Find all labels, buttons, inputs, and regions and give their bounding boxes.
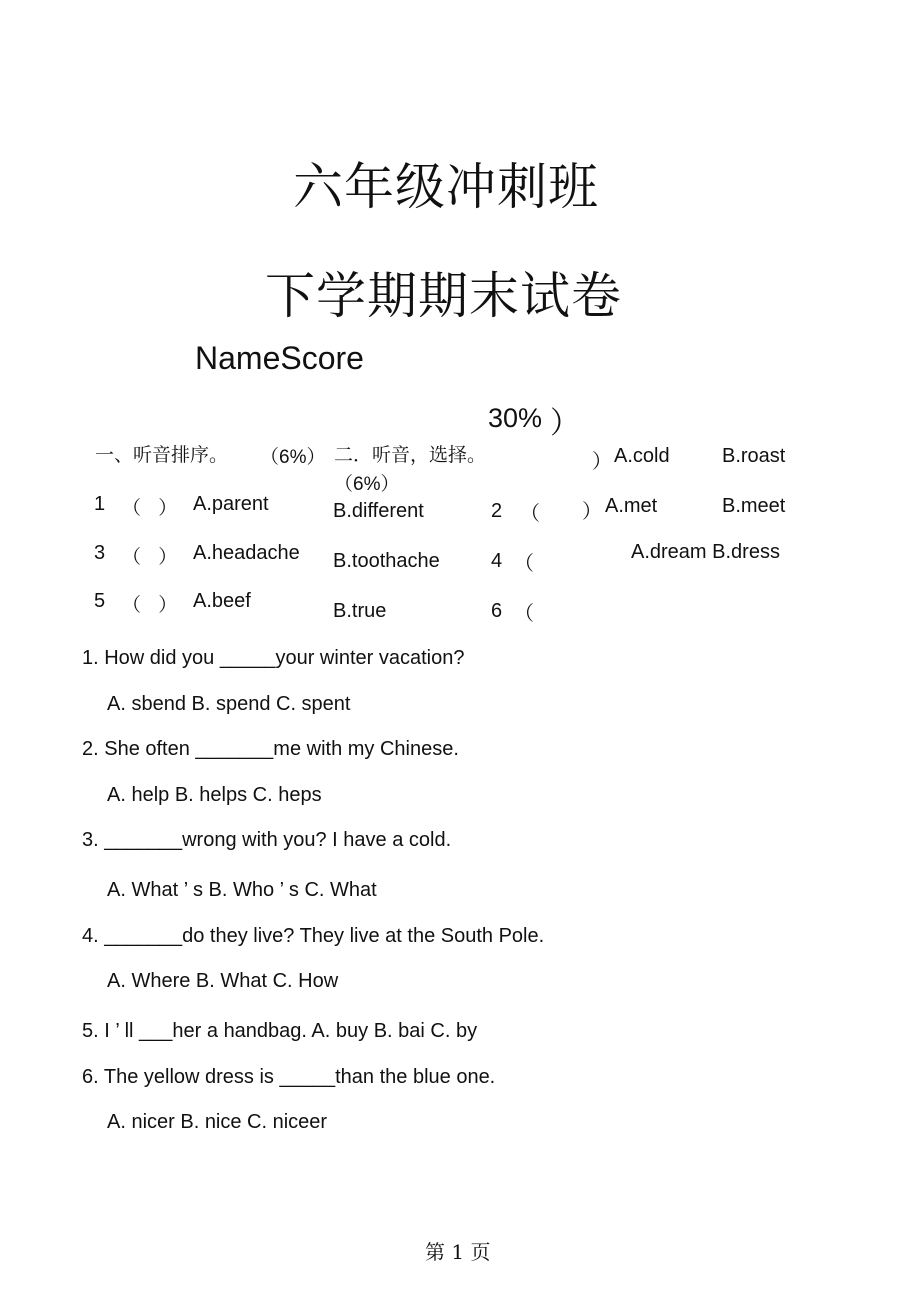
- part1-title: 一、听音排序。: [95, 444, 229, 466]
- q6-num: 6: [491, 600, 503, 622]
- q4-options: A.dream B.dress: [631, 541, 780, 563]
- q2-option-b: B.meet: [722, 495, 786, 517]
- name-score-label: NameScore: [195, 340, 364, 376]
- question-2: 2. She often _______me with my Chinese.: [82, 738, 459, 760]
- listen-row-1-b: B.different: [333, 500, 424, 522]
- listen-row-3-b: B.toothache: [333, 550, 440, 572]
- listen-row-5-num: 5: [94, 590, 106, 612]
- title-line-2: 下学期期末试卷: [265, 267, 622, 325]
- title-line-1: 六年级冲刺班: [293, 158, 599, 216]
- listen-row-5-b: B.true: [333, 600, 387, 622]
- question-5: 5. I ’ ll ___her a handbag. A. buy B. bai C. by: [82, 1020, 478, 1042]
- listen-row-3-num: 3: [94, 542, 106, 564]
- listen-row-1-num: 1: [94, 493, 106, 515]
- q2-option-a: A.met: [605, 495, 658, 517]
- question-4: 4. _______do they live? They live at the South Pole.: [82, 925, 545, 947]
- part2-title: 二．听音，选择。: [334, 444, 487, 466]
- q4-num: 4: [491, 550, 503, 572]
- cold-option-a: A.cold: [614, 445, 670, 467]
- part1-percent: （6%）: [260, 447, 326, 468]
- listen-row-5-a: A.beef: [193, 590, 251, 612]
- cold-option-b: B.roast: [722, 445, 786, 467]
- question-1-options: A. sbend B. spend C. spent: [107, 693, 351, 715]
- question-4-options: A. Where B. What C. How: [107, 970, 339, 992]
- question-1: 1. How did you _____your winter vacation?: [82, 647, 465, 669]
- percent-close-paren: ）: [550, 406, 580, 441]
- q4-open-paren: （: [514, 553, 534, 575]
- q2-num: 2: [491, 500, 503, 522]
- listen-row-1-a: A.parent: [193, 493, 269, 515]
- q6-open-paren: （: [514, 603, 534, 625]
- part2-percent: （6%）: [334, 474, 400, 495]
- question-3-options: A. What ’ s B. Who ’ s C. What: [107, 879, 377, 901]
- question-2-options: A. help B. helps C. heps: [107, 784, 322, 806]
- question-6: 6. The yellow dress is _____than the blue one.: [82, 1066, 496, 1088]
- page-number: 第 1 页: [425, 1240, 491, 1264]
- q2-open-paren: （: [520, 503, 540, 525]
- listen-row-3-paren: （ ）: [122, 547, 184, 568]
- listen-row-5-paren: （ ）: [122, 595, 184, 616]
- question-3: 3. _______wrong with you? I have a cold.: [82, 829, 452, 851]
- q2-close-paren: ）: [582, 501, 602, 523]
- cold-paren: ）: [592, 451, 612, 473]
- listen-row-3-a: A.headache: [193, 542, 300, 564]
- question-6-options: A. nicer B. nice C. niceer: [107, 1111, 328, 1133]
- listen-row-1-paren: （ ）: [122, 498, 184, 519]
- percent-30: 30%: [488, 403, 543, 433]
